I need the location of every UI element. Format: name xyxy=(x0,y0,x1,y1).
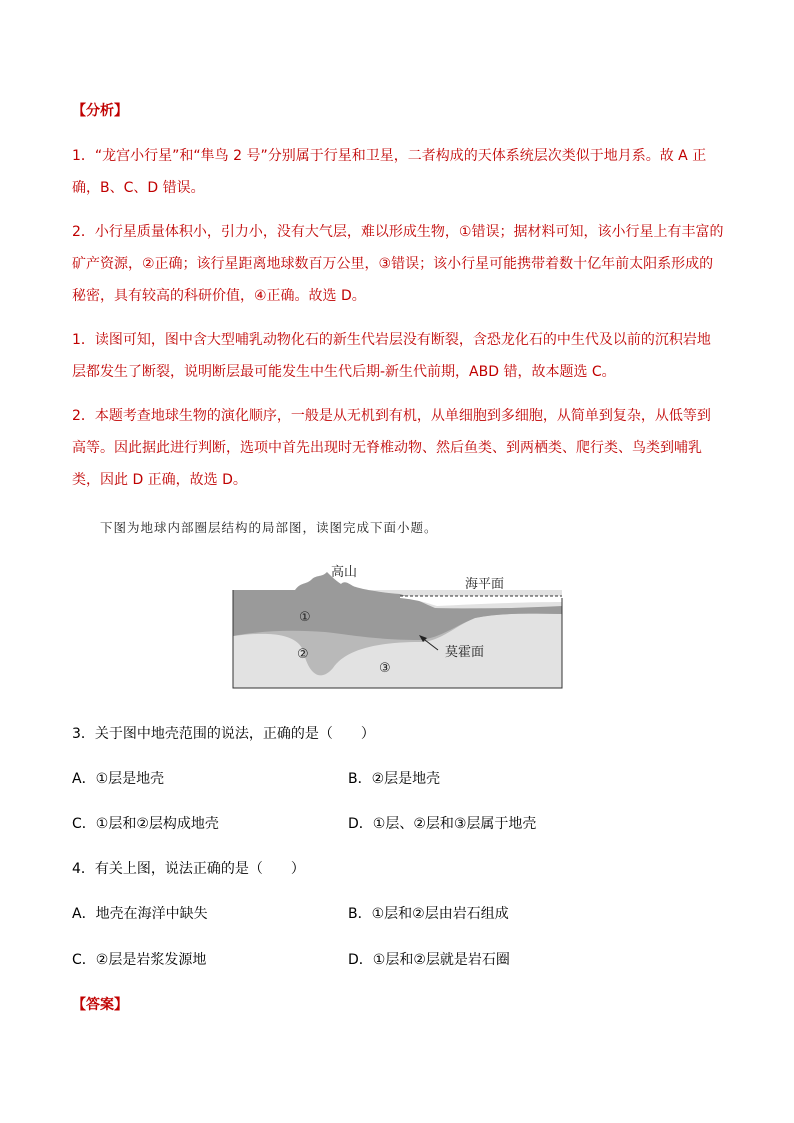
question-4-option-a[interactable]: A．地壳在海洋中缺失 xyxy=(72,906,208,922)
question-4-option-c[interactable]: C．②层是岩浆发源地 xyxy=(72,952,207,968)
analysis-paragraph-2: 2．小行星质量体积小，引力小，没有大气层，难以形成生物，①错误；据材料可知，该小行星上有丰富的矿产资源，②正确；该行星距离地球数百万公里，③错误；该小行星可能携带着数十亿年前太阳系形成的秘密，具有较高的科研价值，④正确。故选 D。 xyxy=(72,224,724,304)
answer-heading: 【答案】 xyxy=(72,997,128,1013)
analysis-paragraph-1: 1．“龙宫小行星”和“隼鸟 2 号”分别属于行星和卫星，二者构成的天体系统层次类似于地月系。故 A 正确，B、C、D 错误。 xyxy=(72,148,707,196)
question-3-option-d[interactable]: D．①层、②层和③层属于地壳 xyxy=(348,816,537,832)
earth-layers-diagram xyxy=(225,558,570,694)
analysis-paragraph-4: 2．本题考查地球生物的演化顺序，一般是从无机到有机，从单细胞到多细胞，从简单到复杂，从低等到高等。因此据此进行判断，选项中首先出现时无脊椎动物、然后鱼类、到两栖类、爬行类、鸟类到哺乳类，因此 D 正确，故选 D。 xyxy=(72,408,711,488)
question-4-option-b[interactable]: B．①层和②层由岩石组成 xyxy=(348,906,509,922)
layer3-label: ③ xyxy=(379,661,391,676)
question-4-option-d[interactable]: D．①层和②层就是岩石圈 xyxy=(348,952,510,968)
analysis-heading: 【分析】 xyxy=(72,103,128,119)
question-3-option-a[interactable]: A．①层是地壳 xyxy=(72,771,165,787)
sea-level-label: 海平面 xyxy=(465,577,505,592)
question-4-stem: 4．有关上图，说法正确的是（ ） xyxy=(72,861,305,877)
analysis-paragraph-3: 1．读图可知，图中含大型哺乳动物化石的新生代岩层没有断裂，含恐龙化石的中生代及以前的沉积岩地层都发生了断裂，说明断层最可能发生中生代后期-新生代前期，ABD 错，故本题选 C。 xyxy=(72,332,711,380)
layer2-label: ② xyxy=(297,647,309,662)
mountain-label: 高山 xyxy=(331,565,358,580)
question-3-option-b[interactable]: B．②层是地壳 xyxy=(348,771,441,787)
layer1-label: ① xyxy=(299,610,311,625)
question-3-stem: 3．关于图中地壳范围的说法，正确的是（ ） xyxy=(72,726,375,742)
figure-caption: 下图为地球内部圈层结构的局部图，读图完成下面小题。 xyxy=(100,520,438,535)
question-3-option-c[interactable]: C．①层和②层构成地壳 xyxy=(72,816,219,832)
moho-label: 莫霍面 xyxy=(445,645,485,660)
